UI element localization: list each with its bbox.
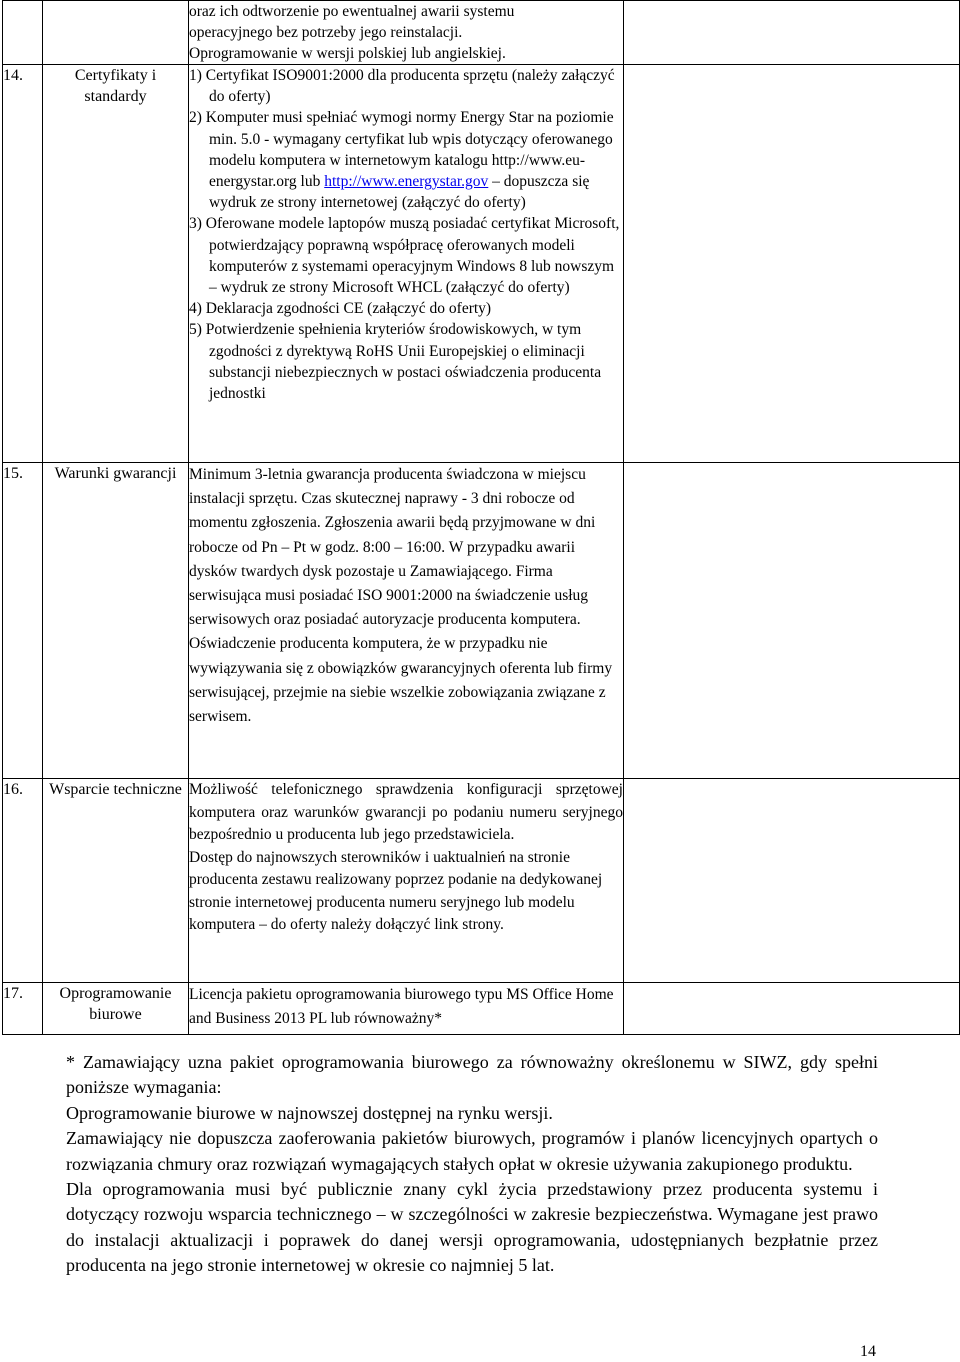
row-14-name: Certyfikaty i standardy xyxy=(43,65,189,463)
note-latest-version: Oprogramowanie biurowe w najnowszej dostępnej na rynku wersji. xyxy=(66,1102,553,1123)
row-14-item-1: 1) Certyfikat ISO9001:2000 dla producenta sprzętu (należy załączyć do oferty) xyxy=(189,67,615,106)
row-17-number: 17. xyxy=(3,983,43,1035)
row-14-item-3: 3) Oferowane modele laptopów muszą posiadać certyfikat Microsoft, potwierdzający poprawną współpracę oferowanych modeli komputerów z systemami operacyjnym Windows 8 lub nowszym – wydruk ze strony Microsoft WHCL (załączyć do oferty) xyxy=(189,215,620,297)
note-equivalence: * Zamawiający uzna pakiet oprogramowania biurowego za równoważny określonemu w SIWZ, gdy spełni poniższe wymagania: xyxy=(66,1052,878,1098)
row-14-item-4: 4) Deklaracja zgodności CE (załączyć do oferty) xyxy=(189,300,492,318)
note-lifecycle: Dla oprogramowania musi być publicznie znany cykl życia przedstawiony przez producenta systemu i dotyczący rozwoju wsparcia technicznego – w szczególności w zakresie bezpieczeństwa. Wymagane jest prawo do instalacji aktualizacji i poprawek do danej wersji oprogramowania, udostępnianych bezpłatnie przez producenta na jego stronie internetowej w okresie co najmniej 5 lat. xyxy=(66,1179,878,1276)
row-15-desc-cell xyxy=(189,463,624,779)
row-13-num-cell xyxy=(3,1,43,65)
specification-table xyxy=(2,0,960,1035)
row-14-extra-cell xyxy=(624,65,960,463)
row-15-paragraph-2: Oświadczenie producenta komputera, że w przypadku nie wywiązywania się z obowiązków gwarancyjnych oferenta lub firmy serwisującej, przejmie na siebie wszelkie zobowiązania związane z serwisem. xyxy=(189,635,613,726)
row-13-extra-cell xyxy=(624,1,960,65)
row-13-line-1: oraz ich odtworzenie po ewentualnej awarii systemu xyxy=(189,3,515,20)
row-16-extra-cell xyxy=(624,779,960,983)
row-17-extra-cell xyxy=(624,983,960,1035)
row-17-desc-cell xyxy=(189,983,624,1035)
row-14-item-2-text: 2) Komputer musi spełniać wymogi normy Energy Star na poziomie min. 5.0 - wymagany certyfikat lub wpis dotyczący oferowanego modelu komputera w internetowym katalogu http://www.eu-energystar.org lub xyxy=(189,109,614,191)
row-15-name: Warunki gwarancji xyxy=(43,463,189,779)
row-14-number: 14. xyxy=(3,65,43,463)
row-17-paragraph-1: Licencja pakietu oprogramowania biurowego typu MS Office Home and Business 2013 PL lub równoważny* xyxy=(189,986,614,1027)
table-row-15 xyxy=(3,463,960,779)
table-row-13-continuation xyxy=(3,1,960,65)
row-16-number: 16. xyxy=(3,779,43,983)
row-15-paragraph-1: Minimum 3-letnia gwarancja producenta świadczona w miejscu instalacji sprzętu. Czas skutecznej naprawy - 3 dni robocze od momentu zgłoszenia. Zgłoszenia awarii będą przyjmowane w dni robocze od Pn – Pt w godz. 8:00 – 16:00. W przypadku awarii dysków twardych dysk pozostaje u Zamawiającego. Firma serwisująca musi posiadać ISO 9001:2000 na świadczenie usług serwisowych oraz posiadać autoryzacje producenta komputera. xyxy=(189,466,596,629)
row-14-item-2-tail: – dopuszcza się wydruk ze strony internetowej (załączyć do oferty) xyxy=(209,173,590,212)
energystar-link[interactable]: http://www.energystar.gov xyxy=(324,173,489,191)
row-16-paragraph-1: Możliwość telefonicznego sprawdzenia konfiguracji sprzętowej komputera oraz warunków gwarancji po podaniu numeru seryjnego bezpośrednio u producenta lub jego przedstawiciela. xyxy=(189,781,623,843)
row-13-line-3: Oprogramowanie w wersji polskiej lub angielskiej. xyxy=(189,45,506,62)
row-14-item-2 xyxy=(189,107,623,213)
note-no-cloud: Zamawiający nie dopuszcza zaoferowania pakietów biurowych, programów i planów licencyjnych opartych o rozwiązania chmury oraz rozwiązań wymagających stałych opłat w okresie używania zakupionego produktu. xyxy=(66,1128,878,1174)
table-row-16 xyxy=(3,779,960,983)
row-16-paragraph-2: Dostęp do najnowszych sterowników i uaktualnień na stronie producenta zestawu realizowany poprzez podanie na dedykowanej stronie internetowej producenta numeru seryjnego lub modelu komputera – do oferty należy dołączyć link strony. xyxy=(189,848,603,933)
table-row-14 xyxy=(3,65,960,463)
page-number: 14 xyxy=(860,1343,876,1360)
table-row-17 xyxy=(3,983,960,1035)
row-13-name-cell xyxy=(43,1,189,65)
row-14-desc-cell xyxy=(189,65,624,463)
row-16-desc-cell xyxy=(189,779,624,983)
row-17-name: Oprogramowanie biurowe xyxy=(43,983,189,1035)
row-15-number: 15. xyxy=(3,463,43,779)
row-13-desc-cell xyxy=(189,1,624,65)
row-14-item-5: 5) Potwierdzenie spełnienia kryteriów środowiskowych, w tym zgodności z dyrektywą RoHS Unii Europejskiej o eliminacji substancji niebezpiecznych w postaci oświadczenia producenta jednostki xyxy=(189,321,602,403)
row-16-name: Wsparcie techniczne xyxy=(43,779,189,983)
office-software-requirements xyxy=(66,1050,878,1279)
row-13-line-2: operacyjnego bez potrzeby jego reinstalacji. xyxy=(189,24,463,41)
row-15-extra-cell xyxy=(624,463,960,779)
